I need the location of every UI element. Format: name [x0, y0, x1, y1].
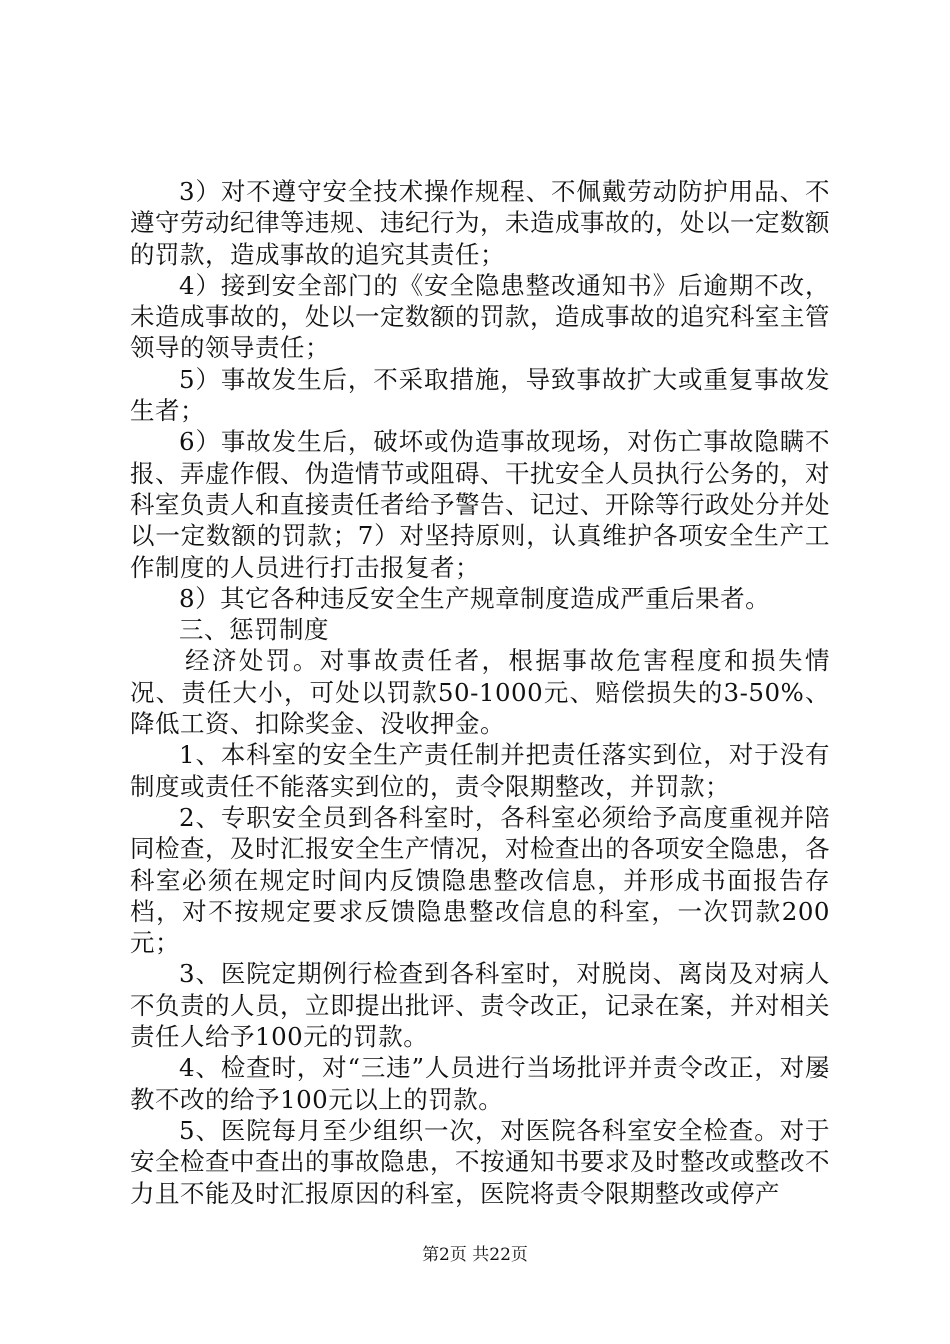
paragraph-rule-2: 2、专职安全员到各科室时，各科室必须给予高度重视并陪同检查，及时汇报安全生产情况，对检查出的各项安全隐患，各科室必须在规定时间内反馈隐患整改信息，并形成书面报告存档，对不按规定要求反馈隐患整改信息的科室，一次罚款200元； [130, 802, 830, 958]
section-heading-punishment: 三、惩罚制度 [179, 615, 329, 645]
paragraph-item-4: 4）接到安全部门的《安全隐患整改通知书》后逾期不改，未造成事故的，处以一定数额的罚款，造成事故的追究科室主管领导的领导责任； [130, 270, 830, 363]
paragraph-rule-1: 1、本科室的安全生产责任制并把责任落实到位，对于没有制度或责任不能落实到位的，责令限期整改，并罚款； [130, 740, 830, 801]
paragraph-item-3: 3）对不遵守安全技术操作规程、不佩戴劳动防护用品、不遵守劳动纪律等违规、违纪行为，未造成事故的，处以一定数额的罚款，造成事故的追究其责任； [130, 177, 830, 269]
paragraph-rule-5: 5、医院每月至少组织一次，对医院各科室安全检查。对于安全检查中查出的事故隐患，不按通知书要求及时整改或整改不力且不能及时汇报原因的科室，医院将责令限期整改或停产 [130, 1115, 830, 1208]
page-number-footer: 第2页 共22页 [422, 1245, 528, 1265]
paragraph-rule-4: 4、检查时，对“三违”人员进行当场批评并责令改正，对屡教不改的给予100元以上的罚款。 [130, 1053, 830, 1114]
paragraph-economic-penalty: 经济处罚。对事故责任者，根据事故危害程度和损失情况、责任大小，可处以罚款50-1000元、赔偿损失的3-50%、降低工资、扣除奖金、没收押金。 [130, 646, 830, 739]
paragraph-item-5: 5）事故发生后，不采取措施，导致事故扩大或重复事故发生者； [130, 364, 830, 426]
paragraph-item-6-7: 6）事故发生后，破坏或伪造事故现场，对伤亡事故隐瞒不报、弄虚作假、伪造情节或阻碍、干扰安全人员执行公务的，对科室负责人和直接责任者给予警告、记过、开除等行政处分并处以一定数额的罚款；7）对坚持原则，认真维护各项安全生产工作制度的人员进行打击报复者； [130, 427, 830, 582]
document-body [130, 176, 830, 1209]
paragraph-item-8: 8）其它各种违反安全生产规章制度造成严重后果者。 [179, 583, 771, 613]
paragraph-rule-3: 3、医院定期例行检查到各科室时，对脱岗、离岗及对病人不负责的人员，立即提出批评、责令改正，记录在案，并对相关责任人给予100元的罚款。 [130, 959, 830, 1052]
